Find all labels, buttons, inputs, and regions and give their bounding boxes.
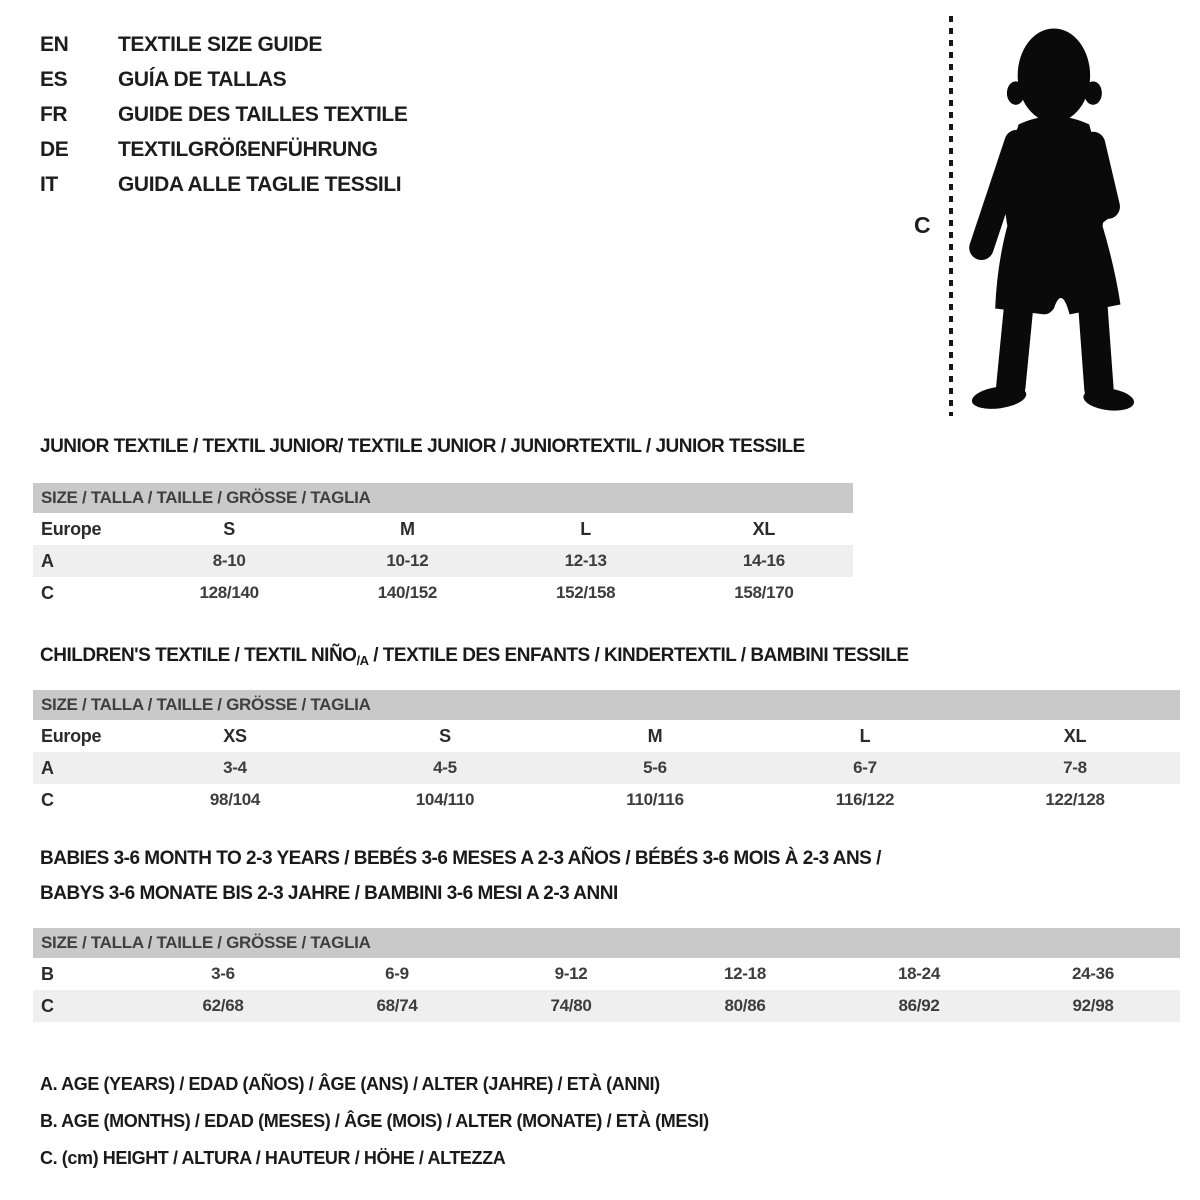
language-title-list [40,27,407,202]
language-title: GUÍA DE TALLAS [118,68,287,91]
language-row-en [40,27,407,62]
junior-section-title: JUNIOR TEXTILE / TEXTIL JUNIOR/ TEXTILE JUNIOR / JUNIORTEXTIL / JUNIOR TESSILE [40,436,805,457]
table-cell: 68/74 [376,996,418,1015]
measurement-legend [40,1066,709,1177]
junior-table-row-age [33,545,853,577]
language-title: TEXTILE SIZE GUIDE [118,33,322,56]
children-table-row-age [33,752,1180,784]
table-cell: L [580,519,591,539]
table-cell: 4-5 [433,758,457,777]
table-cell: XS [223,726,247,746]
table-cell: 86/92 [898,996,940,1015]
table-cell: 18-24 [898,964,940,983]
table-cell: 98/104 [209,790,261,809]
junior-table-header-row [33,513,853,545]
table-cell: 6-9 [385,964,409,983]
language-code: ES [40,68,68,91]
language-code: FR [40,103,68,126]
children-size-table [33,690,1180,816]
height-measure-dotted-line [949,16,953,416]
table-cell: S [223,519,235,539]
table-cell: 12-13 [564,551,607,570]
table-cell: A [41,758,54,778]
babies-section-title-line2: BABYS 3-6 MONATE BIS 2-3 JAHRE / BAMBINI 3-6 MESI A 2-3 ANNI [40,883,618,904]
table-cell: 74/80 [550,996,592,1015]
language-row-it [40,167,407,202]
table-cell: 92/98 [1072,996,1114,1015]
table-cell: C [41,583,54,603]
table-cell: 128/140 [199,583,259,602]
language-title: GUIDE DES TAILLES TEXTILE [118,103,408,126]
language-row-fr [40,97,407,132]
table-cell: 9-12 [554,964,588,983]
children-title-post: / TEXTILE DES ENFANTS / KINDERTEXTIL / BAMBINI TESSILE [368,645,909,666]
table-cell: 3-6 [211,964,235,983]
babies-section-title-line1: BABIES 3-6 MONTH TO 2-3 YEARS / BEBÉS 3-6 MESES A 2-3 AÑOS / BÉBÉS 3-6 MOIS À 2-3 ANS / [40,848,881,869]
table-cell: 140/152 [377,583,438,602]
language-title: TEXTILGRÖßENFÜHRUNG [118,138,378,161]
children-table-row-height [33,784,1180,816]
language-code: EN [40,33,69,56]
junior-size-header-bar: SIZE / TALLA / TAILLE / GRÖSSE / TAGLIA [33,483,853,513]
table-cell: C [41,790,54,810]
legend-line-a: A. AGE (YEARS) / EDAD (AÑOS) / ÂGE (ANS) / ALTER (JAHRE) / ETÀ (ANNI) [40,1074,660,1094]
table-cell: A [41,551,54,571]
language-code: DE [40,138,69,161]
table-cell: 158/170 [734,583,794,602]
table-cell: 3-4 [223,758,247,777]
junior-size-table [33,483,853,609]
children-title-pre: CHILDREN'S TEXTILE / TEXTIL NIÑO [40,645,357,666]
language-title: GUIDA ALLE TAGLIE TESSILI [118,173,402,196]
table-cell: L [859,726,871,746]
table-cell: 80/86 [724,996,766,1015]
table-cell: 62/68 [202,996,244,1015]
babies-size-header-bar: SIZE / TALLA / TAILLE / GRÖSSE / TAGLIA [33,928,1180,958]
children-size-header-bar: SIZE / TALLA / TAILLE / GRÖSSE / TAGLIA [33,690,1180,720]
table-cell: 116/122 [835,790,895,809]
table-cell: 110/116 [626,790,684,809]
table-cell: 14-16 [742,551,785,570]
table-cell: 152/158 [555,583,616,602]
child-silhouette [956,12,1142,414]
children-section-title [40,645,909,668]
table-cell: C [41,996,54,1016]
table-cell: 24-36 [1072,964,1114,983]
table-cell: M [400,519,415,539]
table-cell: 122/128 [1045,790,1105,809]
babies-table-row-height [33,990,1180,1022]
legend-line-c: C. (cm) HEIGHT / ALTURA / HAUTEUR / HÖHE / ALTEZZA [40,1148,506,1168]
table-cell: XL [752,519,776,539]
height-measure-label: C [914,212,931,238]
children-table-header-row [33,720,1180,752]
table-cell: 7-8 [1063,758,1087,777]
babies-size-table [33,928,1180,1022]
language-code: IT [40,173,58,196]
table-cell: 6-7 [853,758,877,777]
table-cell: S [439,726,451,746]
junior-table-row-height [33,577,853,609]
table-cell: Europe [41,726,102,746]
language-row-es [40,62,407,97]
babies-table-row-months [33,958,1180,990]
table-cell: 104/110 [415,790,475,809]
table-cell: Europe [41,519,102,539]
table-cell: 12-18 [724,964,766,983]
table-cell: 8-10 [212,551,246,570]
legend-line-b: B. AGE (MONTHS) / EDAD (MESES) / ÂGE (MOIS) / ALTER (MONATE) / ETÀ (MESI) [40,1111,709,1131]
language-row-de [40,132,407,167]
table-cell: M [647,726,663,746]
table-cell: XL [1063,726,1087,746]
table-cell: 5-6 [643,758,667,777]
table-cell: 10-12 [386,551,429,570]
table-cell: B [41,964,54,984]
children-title-sub: /A [356,653,369,668]
